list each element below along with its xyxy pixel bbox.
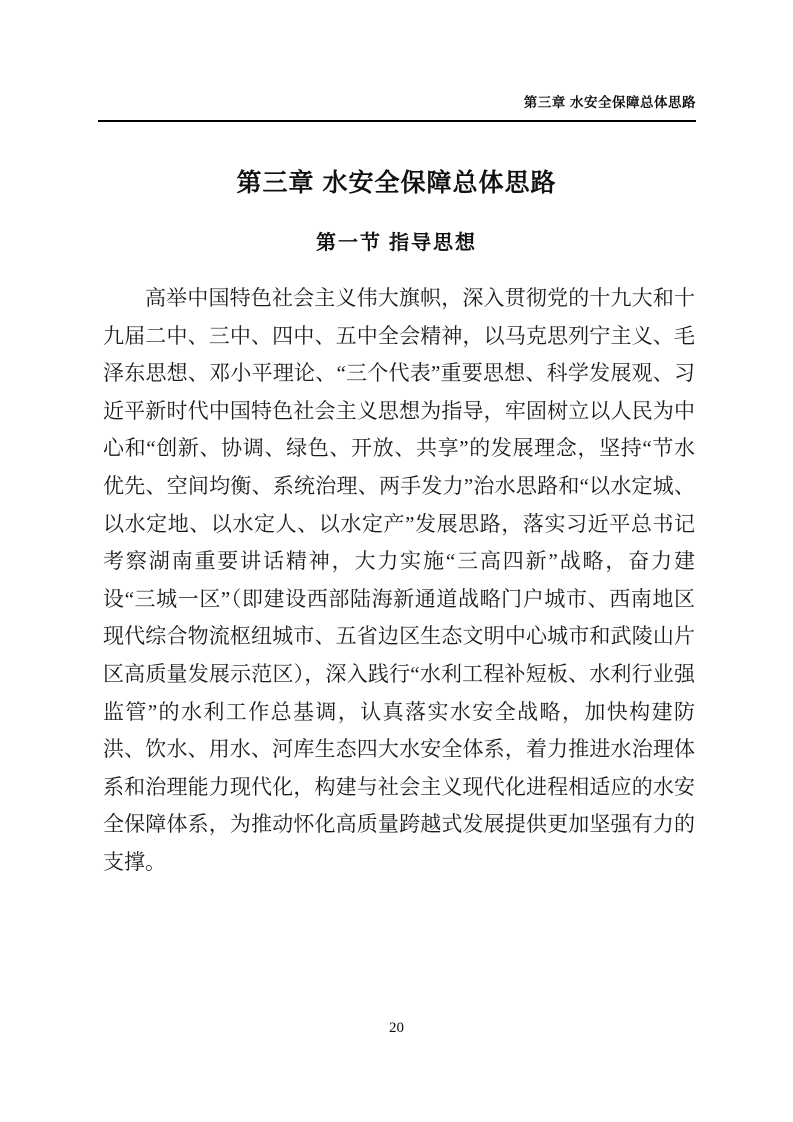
body-paragraph: 高举中国特色社会主义伟大旗帜，深入贯彻党的十九大和十九届二中、三中、四中、五中全会精神，以马克思列宁主义、毛泽东思想、邓小平理论、“三个代表”重要思想、科学发展观、习近平新时代中国特色社会主义思想为指导，牢固树立以人民为中心和“创新、协调、绿色、开放、共享”的发展理念，坚持“节水优先、空间均衡、系统治理、两手发力”治水思路和“以水定城、以水定地、以水定人、以水定产”发展思路，落实习近平总书记考察湖南重要讲话精神，大力实施“三高四新”战略，奋力建设“三城一区”（即建设西部陆海新通道战略门户城市、西南地区现代综合物流枢纽城市、五省边区生态文明中心城市和武陵山片区高质量发展示范区），深入践行“水利工程补短板、水利行业强监管”的水利工作总基调，认真落实水安全战略，加快构建防洪、饮水、用水、河库生态四大水安全体系，着力推进水治理体系和治理能力现代化，构建与社会主义现代化进程相适应的水安全保障体系，为推动怀化高质量跨越式发展提供更加坚强有力的支撑。 bbox=[103, 286, 695, 874]
page-number: 20 bbox=[389, 1020, 404, 1036]
header-rule-divider bbox=[98, 120, 696, 122]
section-title: 第一节 指导思想 bbox=[316, 232, 477, 254]
running-header: 第三章 水安全保障总体思路 bbox=[523, 95, 696, 110]
chapter-title: 第三章 水安全保障总体思路 bbox=[236, 169, 557, 197]
